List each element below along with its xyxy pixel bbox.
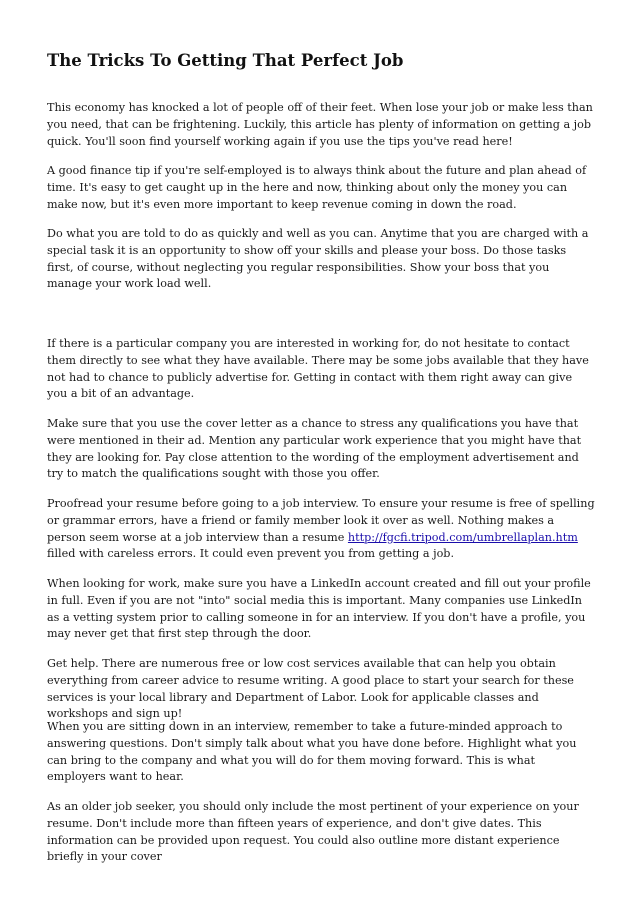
paragraph-economy: This economy has knocked a lot of people off of their feet. When lose your job or make less than you need, that can be frightening. Luckily, this article has plenty of information on getting a job quick. You'll soon find yourself working again if you use the tips you've read here! <box>47 101 593 148</box>
paragraph-contact-company: If there is a particular company you are interested in working for, do not hesitate to contact them directly to see what they have available. There may be some jobs available that they have not had to chance to publicly advertise for. Getting in contact with them right away can give you a bit of an advantage. <box>47 337 589 401</box>
document-title: The Tricks To Getting That Perfect Job <box>47 51 404 70</box>
paragraph-tasks: Do what you are told to do as quickly and well as you can. Anytime that you are charged with a special task it is an opportunity to show off your skills and please your boss. Do those tasks first, of course, without neglecting you regular responsibilities. Show your boss that you manage your work load well. <box>47 227 589 291</box>
resume-link[interactable]: http://fgcfi.tripod.com/umbrellaplan.htm <box>347 530 578 544</box>
proofread-text-after: filled with careless errors. It could even prevent you from getting a job. <box>47 547 455 561</box>
paragraph-proofread <box>47 496 595 563</box>
proofread-text-before: Proofread your resume before going to a job interview. To ensure your resume is free of spelling or grammar errors, have a friend or family member look it over as well. Nothing makes a person seem worse at a job interview than a resume <box>47 497 595 544</box>
paragraph-cover-letter: Make sure that you use the cover letter as a chance to stress any qualifications you have that were mentioned in their ad. Mention any particular work experience that you might have that they are looking for. Pay close attention to the wording of the employment advertisement and try to match the qualifications sought with those you offer. <box>47 417 582 481</box>
paragraph-interview: When you are sitting down in an interview, remember to take a future-minded approach to answering questions. Don't simply talk about what you have done before. Highlight what you can bring to the company and what you will do for them moving forward. This is what employers want to hear. <box>47 720 577 784</box>
paragraph-finance-tip: A good finance tip if you're self-employed is to always think about the future and plan ahead of time. It's easy to get caught up in the here and now, thinking about only the money you can make now, but it's even more important to keep revenue coming in down the road. <box>47 164 587 211</box>
paragraph-older-job-seeker: As an older job seeker, you should only include the most pertinent of your experience on your resume. Don't include more than fifteen years of experience, and don't give dates. This information can be provided upon request. You could also outline more distant experience briefly in your cover <box>47 800 579 864</box>
paragraph-get-help: Get help. There are numerous free or low cost services available that can help you obtain everything from career advice to resume writing. A good place to start your search for these services is your local library and Department of Labor. Look for applicable classes and workshops and sign up! <box>47 657 574 721</box>
paragraph-linkedin: When looking for work, make sure you have a LinkedIn account created and fill out your profile in full. Even if you are not "into" social media this is important. Many companies use LinkedIn as a vetting system prior to calling someone in for an interview. If you don't have a profile, you may never get that first step through the door. <box>47 577 591 641</box>
